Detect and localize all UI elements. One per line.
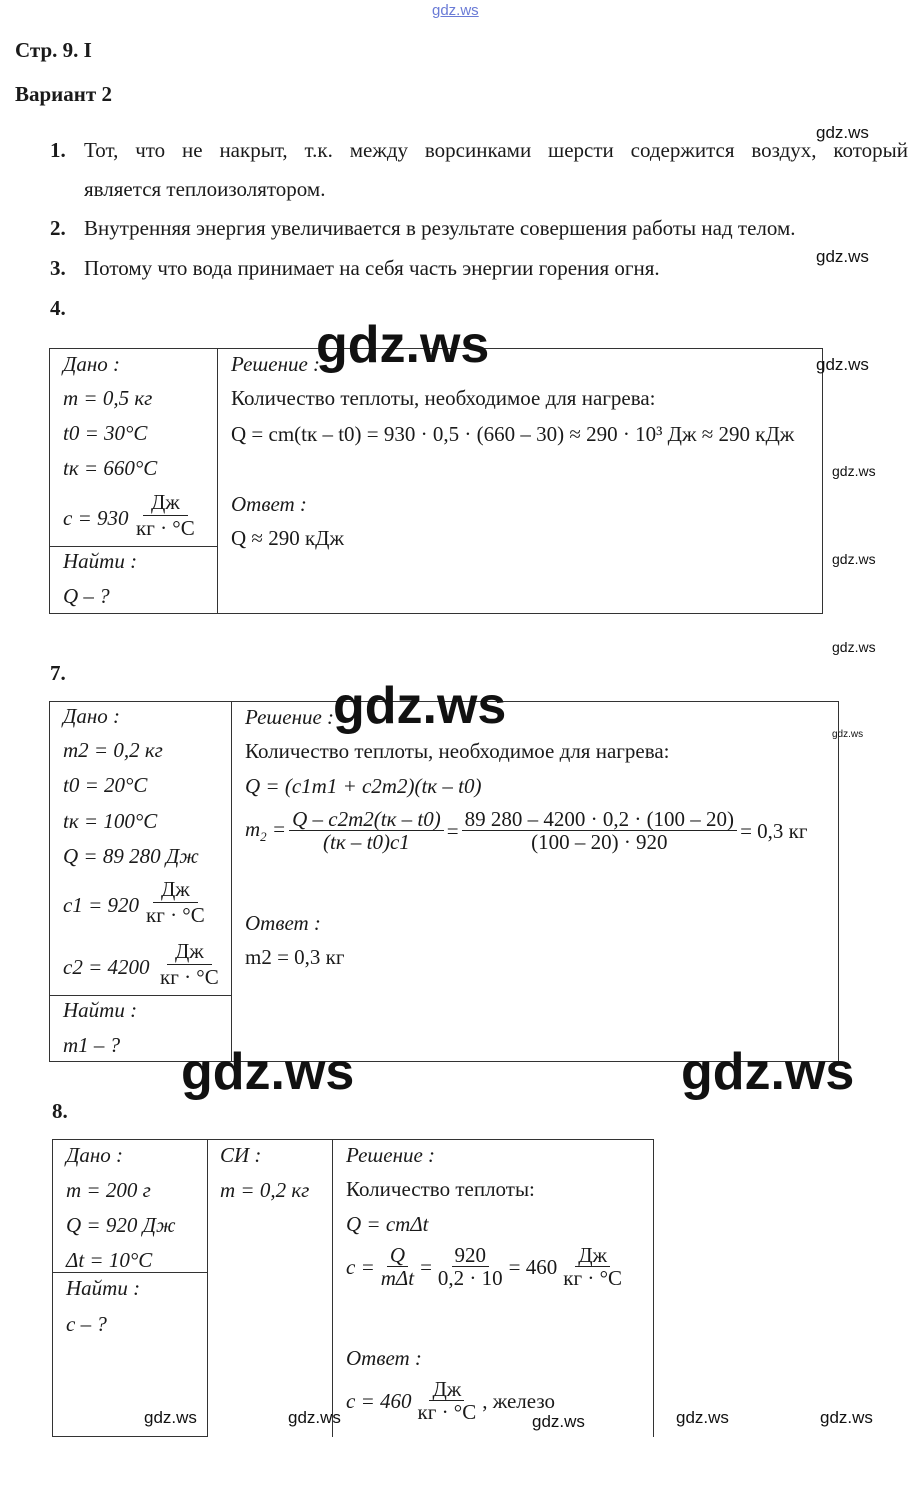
task-4-find-label: Найти :: [63, 549, 138, 573]
task-8-answer-unit: [415, 1378, 480, 1424]
task-8-formula-1: Q = cmΔt: [346, 1212, 429, 1236]
page-ref: Стр. 9. I: [15, 38, 92, 62]
task-7-c2-unit-den: кг · °C: [160, 965, 219, 989]
task-7-answer-label: Ответ :: [245, 911, 321, 935]
task-7-solution-text: Количество теплоты, необходимое для нагрева:: [245, 739, 670, 763]
task-7-given-tk: tк = 100°C: [63, 809, 158, 833]
task-8-si-value: m = 0,2 кг: [220, 1178, 310, 1202]
task-8-given-q: Q = 920 Дж: [66, 1213, 176, 1237]
task-8-solution-text: Количество теплоты:: [346, 1177, 535, 1201]
task-7-c1-unit-num: Дж: [153, 877, 198, 903]
task-8-si-label: СИ :: [220, 1143, 262, 1167]
task-7-find-divider: [49, 995, 231, 996]
watermark-small: gdz.ws: [832, 639, 876, 655]
task-8-solution-label: Решение :: [346, 1143, 436, 1167]
task-8-answer-unit-num: Дж: [429, 1378, 464, 1401]
task-7-given-q: Q = 89 280 Дж: [63, 844, 199, 868]
task-4-solution-label: Решение :: [231, 352, 321, 376]
task-7-fraction-numeric-den: (100 – 20) · 920: [531, 830, 668, 855]
task-7-divider: [231, 701, 232, 1062]
task-7-result: = 0,3 кг: [740, 818, 808, 843]
task-4-given-c: c = 930: [63, 506, 129, 530]
task-4-c-unit-den: кг · °C: [136, 516, 195, 540]
task-7-c1-unit: [146, 877, 205, 928]
task-7-c2-unit: [160, 939, 219, 990]
task-8-equals-sign: =: [420, 1254, 432, 1279]
task-4-c-unit: [136, 490, 195, 541]
task-8-given-m: m = 200 г: [66, 1178, 151, 1202]
task-4-formula: Q = cm(tк – t0) = 930 · 0,5 · (660 – 30) ≈ 290 · 10³ Дж ≈ 290 кДж: [231, 422, 795, 446]
task-4-answer: Q ≈ 290 кДж: [231, 526, 344, 550]
watermark-small: gdz.ws: [676, 1408, 729, 1427]
watermark-small: gdz.ws: [832, 551, 876, 567]
task-8-answer-unit-den: кг · °C: [417, 1400, 477, 1425]
watermark-small: gdz.ws: [832, 463, 876, 479]
task-7-fraction-symbolic-num: Q – c2m2(tк – t0): [289, 808, 444, 831]
task-8-unit-den: кг · °C: [563, 1266, 622, 1291]
task-7-c2-unit-num: Дж: [167, 939, 212, 965]
answer-3-number: 3.: [50, 256, 66, 280]
task-7-number: 7.: [50, 661, 66, 685]
watermark-small: gdz.ws: [816, 123, 869, 142]
watermark-big: gdz.ws: [681, 1043, 855, 1101]
task-7-c1-unit-den: кг · °C: [146, 903, 205, 927]
answer-2-number: 2.: [50, 216, 66, 240]
task-7-fraction-symbolic: [289, 808, 444, 854]
task-8-bottom-line: [52, 1436, 207, 1437]
task-7-solution-label: Решение :: [245, 705, 335, 729]
task-8-fraction-symbolic: [378, 1244, 417, 1290]
task-4-given-tk: tк = 660°C: [63, 456, 158, 480]
task-8-fraction-numeric-den: 0,2 · 10: [437, 1266, 503, 1291]
task-4-divider: [217, 348, 218, 614]
task-8-given-dt: Δt = 10°C: [66, 1248, 153, 1272]
watermark-small: gdz.ws: [832, 729, 864, 740]
task-8-divider-2: [332, 1139, 333, 1437]
watermark-big: gdz.ws: [333, 677, 507, 735]
watermark-small: gdz.ws: [532, 1412, 585, 1431]
task-4-find: Q – ?: [63, 584, 110, 608]
task-4-given-t0: t0 = 30°C: [63, 421, 148, 445]
answer-1-line-1: Тот, что не накрыт, т.к. между ворсинками шерсти содержится воздух, который: [84, 138, 908, 162]
task-8-fraction-numeric: [435, 1244, 506, 1290]
task-8-find-label: Найти :: [66, 1276, 141, 1300]
watermark-big: gdz.ws: [181, 1043, 355, 1101]
task-7-given-label: Дано :: [63, 704, 121, 728]
task-4-given-mass: m = 0,5 кг: [63, 386, 153, 410]
task-7-answer: m2 = 0,3 кг: [245, 945, 345, 969]
task-8-answer-value: c = 460: [346, 1388, 412, 1413]
task-4-c-unit-num: Дж: [143, 490, 188, 516]
task-7-fraction-numeric-num: 89 280 – 4200 · 0,2 · (100 – 20): [462, 808, 737, 831]
task-7-given-c2: c2 = 4200: [63, 955, 150, 979]
task-4-number: 4.: [50, 296, 66, 320]
task-8-value: = 460: [508, 1254, 558, 1279]
task-7-formula-1: Q = (c1m1 + c2m2)(tк – t0): [245, 774, 482, 798]
task-4-solution-text: Количество теплоты, необходимое для нагрева:: [231, 386, 656, 410]
task-7-formula-2: [245, 808, 807, 854]
watermark-small: gdz.ws: [288, 1408, 341, 1427]
task-7-given-c1: c1 = 920: [63, 893, 139, 917]
task-7-find-label: Найти :: [63, 998, 138, 1022]
task-7-equals-sign: =: [446, 818, 459, 843]
task-8-unit: [560, 1244, 625, 1290]
task-8-answer-suffix: , железо: [482, 1388, 556, 1413]
task-8-formula-2-lhs: c =: [346, 1254, 375, 1279]
task-4-given-label: Дано :: [63, 352, 121, 376]
answer-1-number: 1.: [50, 138, 66, 162]
task-8-divider-1: [207, 1139, 208, 1437]
task-8-given-label: Дано :: [66, 1143, 124, 1167]
task-7-find: m1 – ?: [63, 1033, 121, 1057]
task-8-find: c – ?: [66, 1312, 107, 1336]
watermark-small: gdz.ws: [820, 1408, 873, 1427]
task-8-fraction-symbolic-num: Q: [387, 1244, 408, 1267]
task-8-fraction-symbolic-den: mΔt: [380, 1266, 415, 1291]
answer-3-text: Потому что вода принимает на себя часть энергии горения огня.: [84, 256, 660, 280]
watermark-big: gdz.ws: [316, 316, 490, 374]
watermark-top[interactable]: gdz.ws: [432, 2, 479, 19]
task-4-answer-label: Ответ :: [231, 492, 307, 516]
task-7-fraction-numeric: [462, 808, 737, 854]
task-8-answer: [346, 1378, 555, 1424]
task-8-unit-num: Дж: [575, 1244, 610, 1267]
answer-2-text: Внутренняя энергия увеличивается в результате совершения работы над телом.: [84, 216, 796, 240]
task-8-fraction-numeric-num: 920: [452, 1244, 490, 1267]
task-7-given-m2: m2 = 0,2 кг: [63, 738, 163, 762]
task-4-find-divider: [49, 546, 217, 547]
variant-heading: Вариант 2: [15, 82, 112, 106]
task-8-number: 8.: [52, 1099, 68, 1123]
task-8-answer-label: Ответ :: [346, 1346, 422, 1370]
watermark-small: gdz.ws: [816, 355, 869, 374]
task-7-fraction-symbolic-den: (tк – t0)c1: [323, 830, 410, 855]
answer-1-line-2: является теплоизолятором.: [84, 177, 326, 201]
watermark-small: gdz.ws: [144, 1408, 197, 1427]
task-7-given-t0: t0 = 20°C: [63, 773, 148, 797]
task-7-formula-2-lhs: $m_2$ =: [245, 816, 287, 845]
task-8-formula-2: [346, 1244, 628, 1290]
watermark-small: gdz.ws: [816, 247, 869, 266]
